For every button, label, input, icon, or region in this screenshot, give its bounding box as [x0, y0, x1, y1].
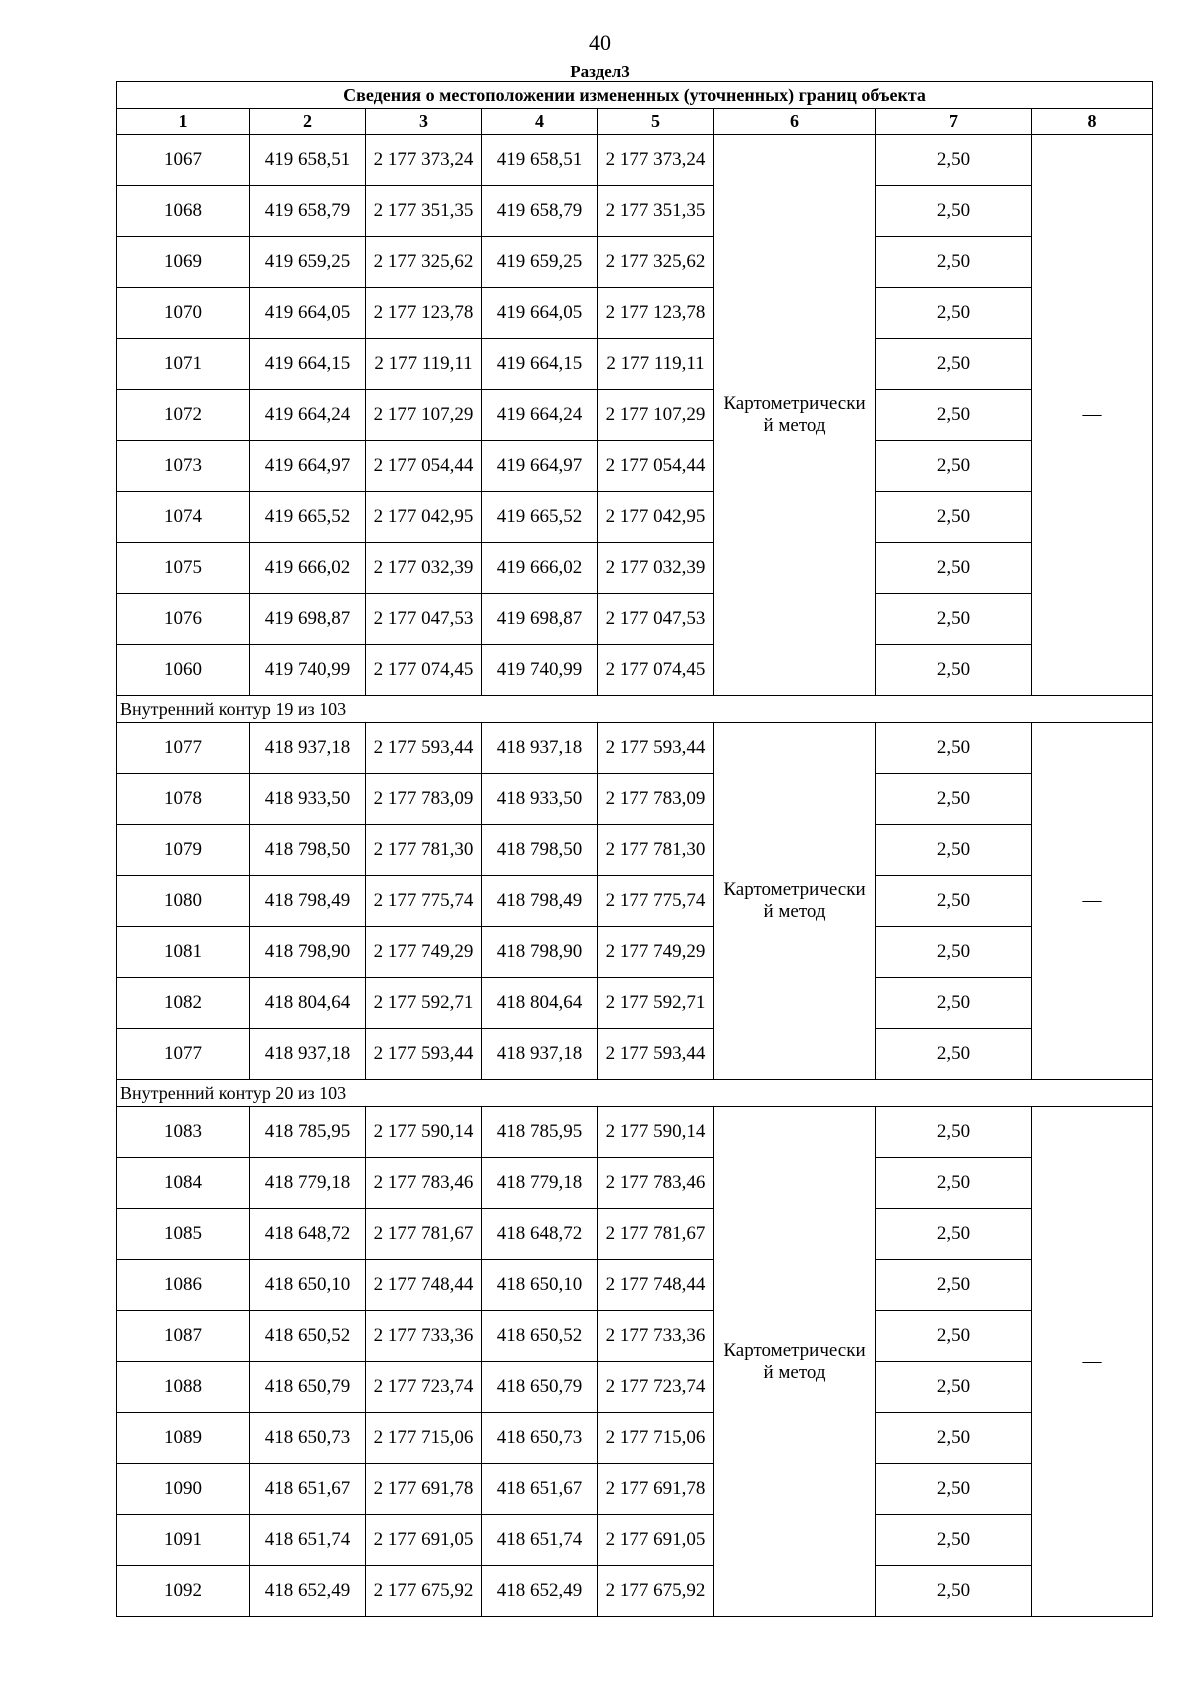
y-coordinate-existing: 2 177 723,74: [366, 1362, 482, 1413]
point-number: 1060: [117, 645, 250, 696]
y-coordinate-refined: 2 177 733,36: [598, 1311, 714, 1362]
table-row: [117, 339, 1153, 390]
precision-value: 2,50: [876, 339, 1032, 390]
precision-value: 2,50: [876, 492, 1032, 543]
precision-value: 2,50: [876, 1107, 1032, 1158]
y-coordinate-refined: 2 177 373,24: [598, 135, 714, 186]
precision-value: 2,50: [876, 1158, 1032, 1209]
x-coordinate-existing: 419 658,51: [250, 135, 366, 186]
y-coordinate-existing: 2 177 054,44: [366, 441, 482, 492]
y-coordinate-existing: 2 177 775,74: [366, 876, 482, 927]
x-coordinate-existing: 418 650,73: [250, 1413, 366, 1464]
point-number: 1088: [117, 1362, 250, 1413]
x-coordinate-refined: 418 648,72: [482, 1209, 598, 1260]
x-coordinate-existing: 419 659,25: [250, 237, 366, 288]
table-row: [117, 1107, 1153, 1158]
x-coordinate-existing: 418 798,49: [250, 876, 366, 927]
point-number: 1090: [117, 1464, 250, 1515]
point-number: 1075: [117, 543, 250, 594]
x-coordinate-existing: 418 933,50: [250, 774, 366, 825]
column-number: 7: [876, 109, 1032, 135]
x-coordinate-existing: 418 648,72: [250, 1209, 366, 1260]
contour-subheader-row: [117, 1080, 1153, 1107]
y-coordinate-existing: 2 177 107,29: [366, 390, 482, 441]
y-coordinate-existing: 2 177 119,11: [366, 339, 482, 390]
precision-value: 2,50: [876, 876, 1032, 927]
point-number: 1069: [117, 237, 250, 288]
y-coordinate-existing: 2 177 047,53: [366, 594, 482, 645]
x-coordinate-existing: 418 798,50: [250, 825, 366, 876]
precision-value: 2,50: [876, 288, 1032, 339]
y-coordinate-refined: 2 177 325,62: [598, 237, 714, 288]
contour-subheader: Внутренний контур 19 из 103: [117, 696, 1153, 723]
column8-dash: —: [1032, 1107, 1153, 1617]
table-row: [117, 723, 1153, 774]
table-row: [117, 135, 1153, 186]
table-row: [117, 237, 1153, 288]
x-coordinate-existing: 419 698,87: [250, 594, 366, 645]
point-number: 1089: [117, 1413, 250, 1464]
point-number: 1067: [117, 135, 250, 186]
table-row: [117, 594, 1153, 645]
table-row: [117, 186, 1153, 237]
x-coordinate-existing: 419 664,24: [250, 390, 366, 441]
table-row: [117, 441, 1153, 492]
y-coordinate-existing: 2 177 590,14: [366, 1107, 482, 1158]
y-coordinate-existing: 2 177 373,24: [366, 135, 482, 186]
point-number: 1082: [117, 978, 250, 1029]
precision-value: 2,50: [876, 1515, 1032, 1566]
y-coordinate-existing: 2 177 691,78: [366, 1464, 482, 1515]
y-coordinate-refined: 2 177 592,71: [598, 978, 714, 1029]
method-text-line: Картометрически: [723, 1339, 866, 1361]
x-coordinate-existing: 418 798,90: [250, 927, 366, 978]
point-number: 1071: [117, 339, 250, 390]
table-row: [117, 288, 1153, 339]
y-coordinate-existing: 2 177 593,44: [366, 723, 482, 774]
y-coordinate-refined: 2 177 783,46: [598, 1158, 714, 1209]
point-number: 1074: [117, 492, 250, 543]
point-number: 1072: [117, 390, 250, 441]
x-coordinate-refined: 419 658,79: [482, 186, 598, 237]
table-row: [117, 1464, 1153, 1515]
y-coordinate-existing: 2 177 032,39: [366, 543, 482, 594]
x-coordinate-refined: 418 652,49: [482, 1566, 598, 1617]
point-number: 1085: [117, 1209, 250, 1260]
table-row: [117, 825, 1153, 876]
x-coordinate-refined: 419 664,05: [482, 288, 598, 339]
x-coordinate-refined: 419 740,99: [482, 645, 598, 696]
precision-value: 2,50: [876, 237, 1032, 288]
x-coordinate-refined: 418 798,50: [482, 825, 598, 876]
section-title: Раздел3: [570, 62, 630, 81]
y-coordinate-existing: 2 177 781,67: [366, 1209, 482, 1260]
point-number: 1068: [117, 186, 250, 237]
column8-dash: —: [1032, 135, 1153, 696]
precision-value: 2,50: [876, 1362, 1032, 1413]
precision-value: 2,50: [876, 774, 1032, 825]
column-number: 4: [482, 109, 598, 135]
method-cell: [714, 135, 876, 696]
table-caption: Сведения о местоположении измененных (уточненных) границ объекта: [117, 82, 1153, 109]
y-coordinate-refined: 2 177 590,14: [598, 1107, 714, 1158]
x-coordinate-existing: 419 664,15: [250, 339, 366, 390]
y-coordinate-existing: 2 177 691,05: [366, 1515, 482, 1566]
precision-value: 2,50: [876, 723, 1032, 774]
method-cell: [714, 1107, 876, 1617]
point-number: 1070: [117, 288, 250, 339]
table-row: [117, 1362, 1153, 1413]
y-coordinate-refined: 2 177 675,92: [598, 1566, 714, 1617]
point-number: 1091: [117, 1515, 250, 1566]
x-coordinate-refined: 418 937,18: [482, 723, 598, 774]
method-cell: [714, 723, 876, 1080]
contour-subheader-row: [117, 696, 1153, 723]
y-coordinate-refined: 2 177 593,44: [598, 1029, 714, 1080]
method-text-line: Картометрически: [723, 879, 866, 900]
point-number: 1073: [117, 441, 250, 492]
x-coordinate-existing: 419 664,05: [250, 288, 366, 339]
y-coordinate-existing: 2 177 675,92: [366, 1566, 482, 1617]
x-coordinate-refined: 418 650,79: [482, 1362, 598, 1413]
x-coordinate-existing: 419 665,52: [250, 492, 366, 543]
precision-value: 2,50: [876, 825, 1032, 876]
y-coordinate-refined: 2 177 119,11: [598, 339, 714, 390]
x-coordinate-refined: 418 651,74: [482, 1515, 598, 1566]
contour-subheader: Внутренний контур 20 из 103: [117, 1080, 1153, 1107]
y-coordinate-refined: 2 177 351,35: [598, 186, 714, 237]
precision-value: 2,50: [876, 1311, 1032, 1362]
precision-value: 2,50: [876, 1413, 1032, 1464]
precision-value: 2,50: [876, 441, 1032, 492]
x-coordinate-existing: 418 779,18: [250, 1158, 366, 1209]
x-coordinate-existing: 418 937,18: [250, 723, 366, 774]
table-row: [117, 1158, 1153, 1209]
point-number: 1083: [117, 1107, 250, 1158]
x-coordinate-refined: 418 933,50: [482, 774, 598, 825]
point-number: 1081: [117, 927, 250, 978]
column-number: 1: [117, 109, 250, 135]
y-coordinate-existing: 2 177 748,44: [366, 1260, 482, 1311]
x-coordinate-existing: 418 651,74: [250, 1515, 366, 1566]
y-coordinate-refined: 2 177 781,67: [598, 1209, 714, 1260]
y-coordinate-refined: 2 177 749,29: [598, 927, 714, 978]
method-text-line: й метод: [763, 415, 826, 436]
column-number: 3: [366, 109, 482, 135]
precision-value: 2,50: [876, 390, 1032, 441]
column-number: 8: [1032, 109, 1153, 135]
table-row: [117, 1029, 1153, 1080]
x-coordinate-refined: 418 650,52: [482, 1311, 598, 1362]
precision-value: 2,50: [876, 1209, 1032, 1260]
y-coordinate-refined: 2 177 723,74: [598, 1362, 714, 1413]
x-coordinate-existing: 419 740,99: [250, 645, 366, 696]
precision-value: 2,50: [876, 135, 1032, 186]
point-number: 1084: [117, 1158, 250, 1209]
y-coordinate-existing: 2 177 783,09: [366, 774, 482, 825]
precision-value: 2,50: [876, 1260, 1032, 1311]
y-coordinate-existing: 2 177 123,78: [366, 288, 482, 339]
point-number: 1077: [117, 723, 250, 774]
x-coordinate-refined: 419 664,97: [482, 441, 598, 492]
x-coordinate-refined: 418 651,67: [482, 1464, 598, 1515]
table-row: [117, 1209, 1153, 1260]
precision-value: 2,50: [876, 927, 1032, 978]
table-row: [117, 492, 1153, 543]
x-coordinate-existing: 418 652,49: [250, 1566, 366, 1617]
table-row: [117, 927, 1153, 978]
table-row: [117, 1515, 1153, 1566]
y-coordinate-refined: 2 177 781,30: [598, 825, 714, 876]
x-coordinate-refined: 419 664,24: [482, 390, 598, 441]
x-coordinate-existing: 418 785,95: [250, 1107, 366, 1158]
point-number: 1076: [117, 594, 250, 645]
x-coordinate-refined: 418 804,64: [482, 978, 598, 1029]
x-coordinate-existing: 418 650,52: [250, 1311, 366, 1362]
x-coordinate-refined: 419 666,02: [482, 543, 598, 594]
y-coordinate-refined: 2 177 107,29: [598, 390, 714, 441]
column-number-row: [117, 109, 1153, 135]
y-coordinate-existing: 2 177 749,29: [366, 927, 482, 978]
point-number: 1079: [117, 825, 250, 876]
table-row: [117, 1311, 1153, 1362]
point-number: 1087: [117, 1311, 250, 1362]
table-row: [117, 543, 1153, 594]
x-coordinate-refined: 418 650,10: [482, 1260, 598, 1311]
column-number: 5: [598, 109, 714, 135]
x-coordinate-refined: 419 659,25: [482, 237, 598, 288]
precision-value: 2,50: [876, 1029, 1032, 1080]
precision-value: 2,50: [876, 186, 1032, 237]
table-row: [117, 1566, 1153, 1617]
x-coordinate-refined: 418 650,73: [482, 1413, 598, 1464]
y-coordinate-existing: 2 177 074,45: [366, 645, 482, 696]
point-number: 1092: [117, 1566, 250, 1617]
method-text-line: й метод: [763, 1361, 826, 1383]
method-text-line: й метод: [763, 901, 826, 922]
x-coordinate-refined: 419 658,51: [482, 135, 598, 186]
x-coordinate-existing: 418 651,67: [250, 1464, 366, 1515]
table-row: [117, 978, 1153, 1029]
y-coordinate-existing: 2 177 733,36: [366, 1311, 482, 1362]
x-coordinate-refined: 418 798,49: [482, 876, 598, 927]
precision-value: 2,50: [876, 1464, 1032, 1515]
y-coordinate-refined: 2 177 042,95: [598, 492, 714, 543]
table-row: [117, 774, 1153, 825]
precision-value: 2,50: [876, 1566, 1032, 1617]
x-coordinate-existing: 419 664,97: [250, 441, 366, 492]
x-coordinate-refined: 418 779,18: [482, 1158, 598, 1209]
x-coordinate-refined: 418 785,95: [482, 1107, 598, 1158]
point-number: 1077: [117, 1029, 250, 1080]
y-coordinate-refined: 2 177 074,45: [598, 645, 714, 696]
y-coordinate-refined: 2 177 593,44: [598, 723, 714, 774]
y-coordinate-refined: 2 177 123,78: [598, 288, 714, 339]
page-number: 40: [589, 30, 611, 55]
y-coordinate-refined: 2 177 691,78: [598, 1464, 714, 1515]
y-coordinate-refined: 2 177 748,44: [598, 1260, 714, 1311]
table-row: [117, 645, 1153, 696]
y-coordinate-refined: 2 177 715,06: [598, 1413, 714, 1464]
table-row: [117, 1413, 1153, 1464]
y-coordinate-existing: 2 177 781,30: [366, 825, 482, 876]
x-coordinate-existing: 418 650,79: [250, 1362, 366, 1413]
y-coordinate-refined: 2 177 054,44: [598, 441, 714, 492]
y-coordinate-existing: 2 177 783,46: [366, 1158, 482, 1209]
table-row: [117, 1260, 1153, 1311]
y-coordinate-existing: 2 177 351,35: [366, 186, 482, 237]
y-coordinate-existing: 2 177 325,62: [366, 237, 482, 288]
method-text-line: Картометрически: [723, 393, 866, 414]
table-row: [117, 876, 1153, 927]
x-coordinate-existing: 418 650,10: [250, 1260, 366, 1311]
y-coordinate-refined: 2 177 691,05: [598, 1515, 714, 1566]
point-number: 1080: [117, 876, 250, 927]
x-coordinate-refined: 419 665,52: [482, 492, 598, 543]
y-coordinate-existing: 2 177 592,71: [366, 978, 482, 1029]
y-coordinate-existing: 2 177 042,95: [366, 492, 482, 543]
precision-value: 2,50: [876, 594, 1032, 645]
x-coordinate-existing: 418 937,18: [250, 1029, 366, 1080]
x-coordinate-existing: 418 804,64: [250, 978, 366, 1029]
y-coordinate-existing: 2 177 593,44: [366, 1029, 482, 1080]
y-coordinate-refined: 2 177 047,53: [598, 594, 714, 645]
precision-value: 2,50: [876, 543, 1032, 594]
column-number: 2: [250, 109, 366, 135]
boundary-coordinates-table: [116, 81, 1153, 1617]
x-coordinate-refined: 418 937,18: [482, 1029, 598, 1080]
x-coordinate-refined: 418 798,90: [482, 927, 598, 978]
column8-dash: —: [1032, 723, 1153, 1080]
x-coordinate-existing: 419 666,02: [250, 543, 366, 594]
x-coordinate-refined: 419 664,15: [482, 339, 598, 390]
y-coordinate-refined: 2 177 783,09: [598, 774, 714, 825]
table-row: [117, 390, 1153, 441]
precision-value: 2,50: [876, 645, 1032, 696]
y-coordinate-refined: 2 177 775,74: [598, 876, 714, 927]
x-coordinate-existing: 419 658,79: [250, 186, 366, 237]
precision-value: 2,50: [876, 978, 1032, 1029]
x-coordinate-refined: 419 698,87: [482, 594, 598, 645]
y-coordinate-refined: 2 177 032,39: [598, 543, 714, 594]
point-number: 1086: [117, 1260, 250, 1311]
point-number: 1078: [117, 774, 250, 825]
y-coordinate-existing: 2 177 715,06: [366, 1413, 482, 1464]
column-number: 6: [714, 109, 876, 135]
